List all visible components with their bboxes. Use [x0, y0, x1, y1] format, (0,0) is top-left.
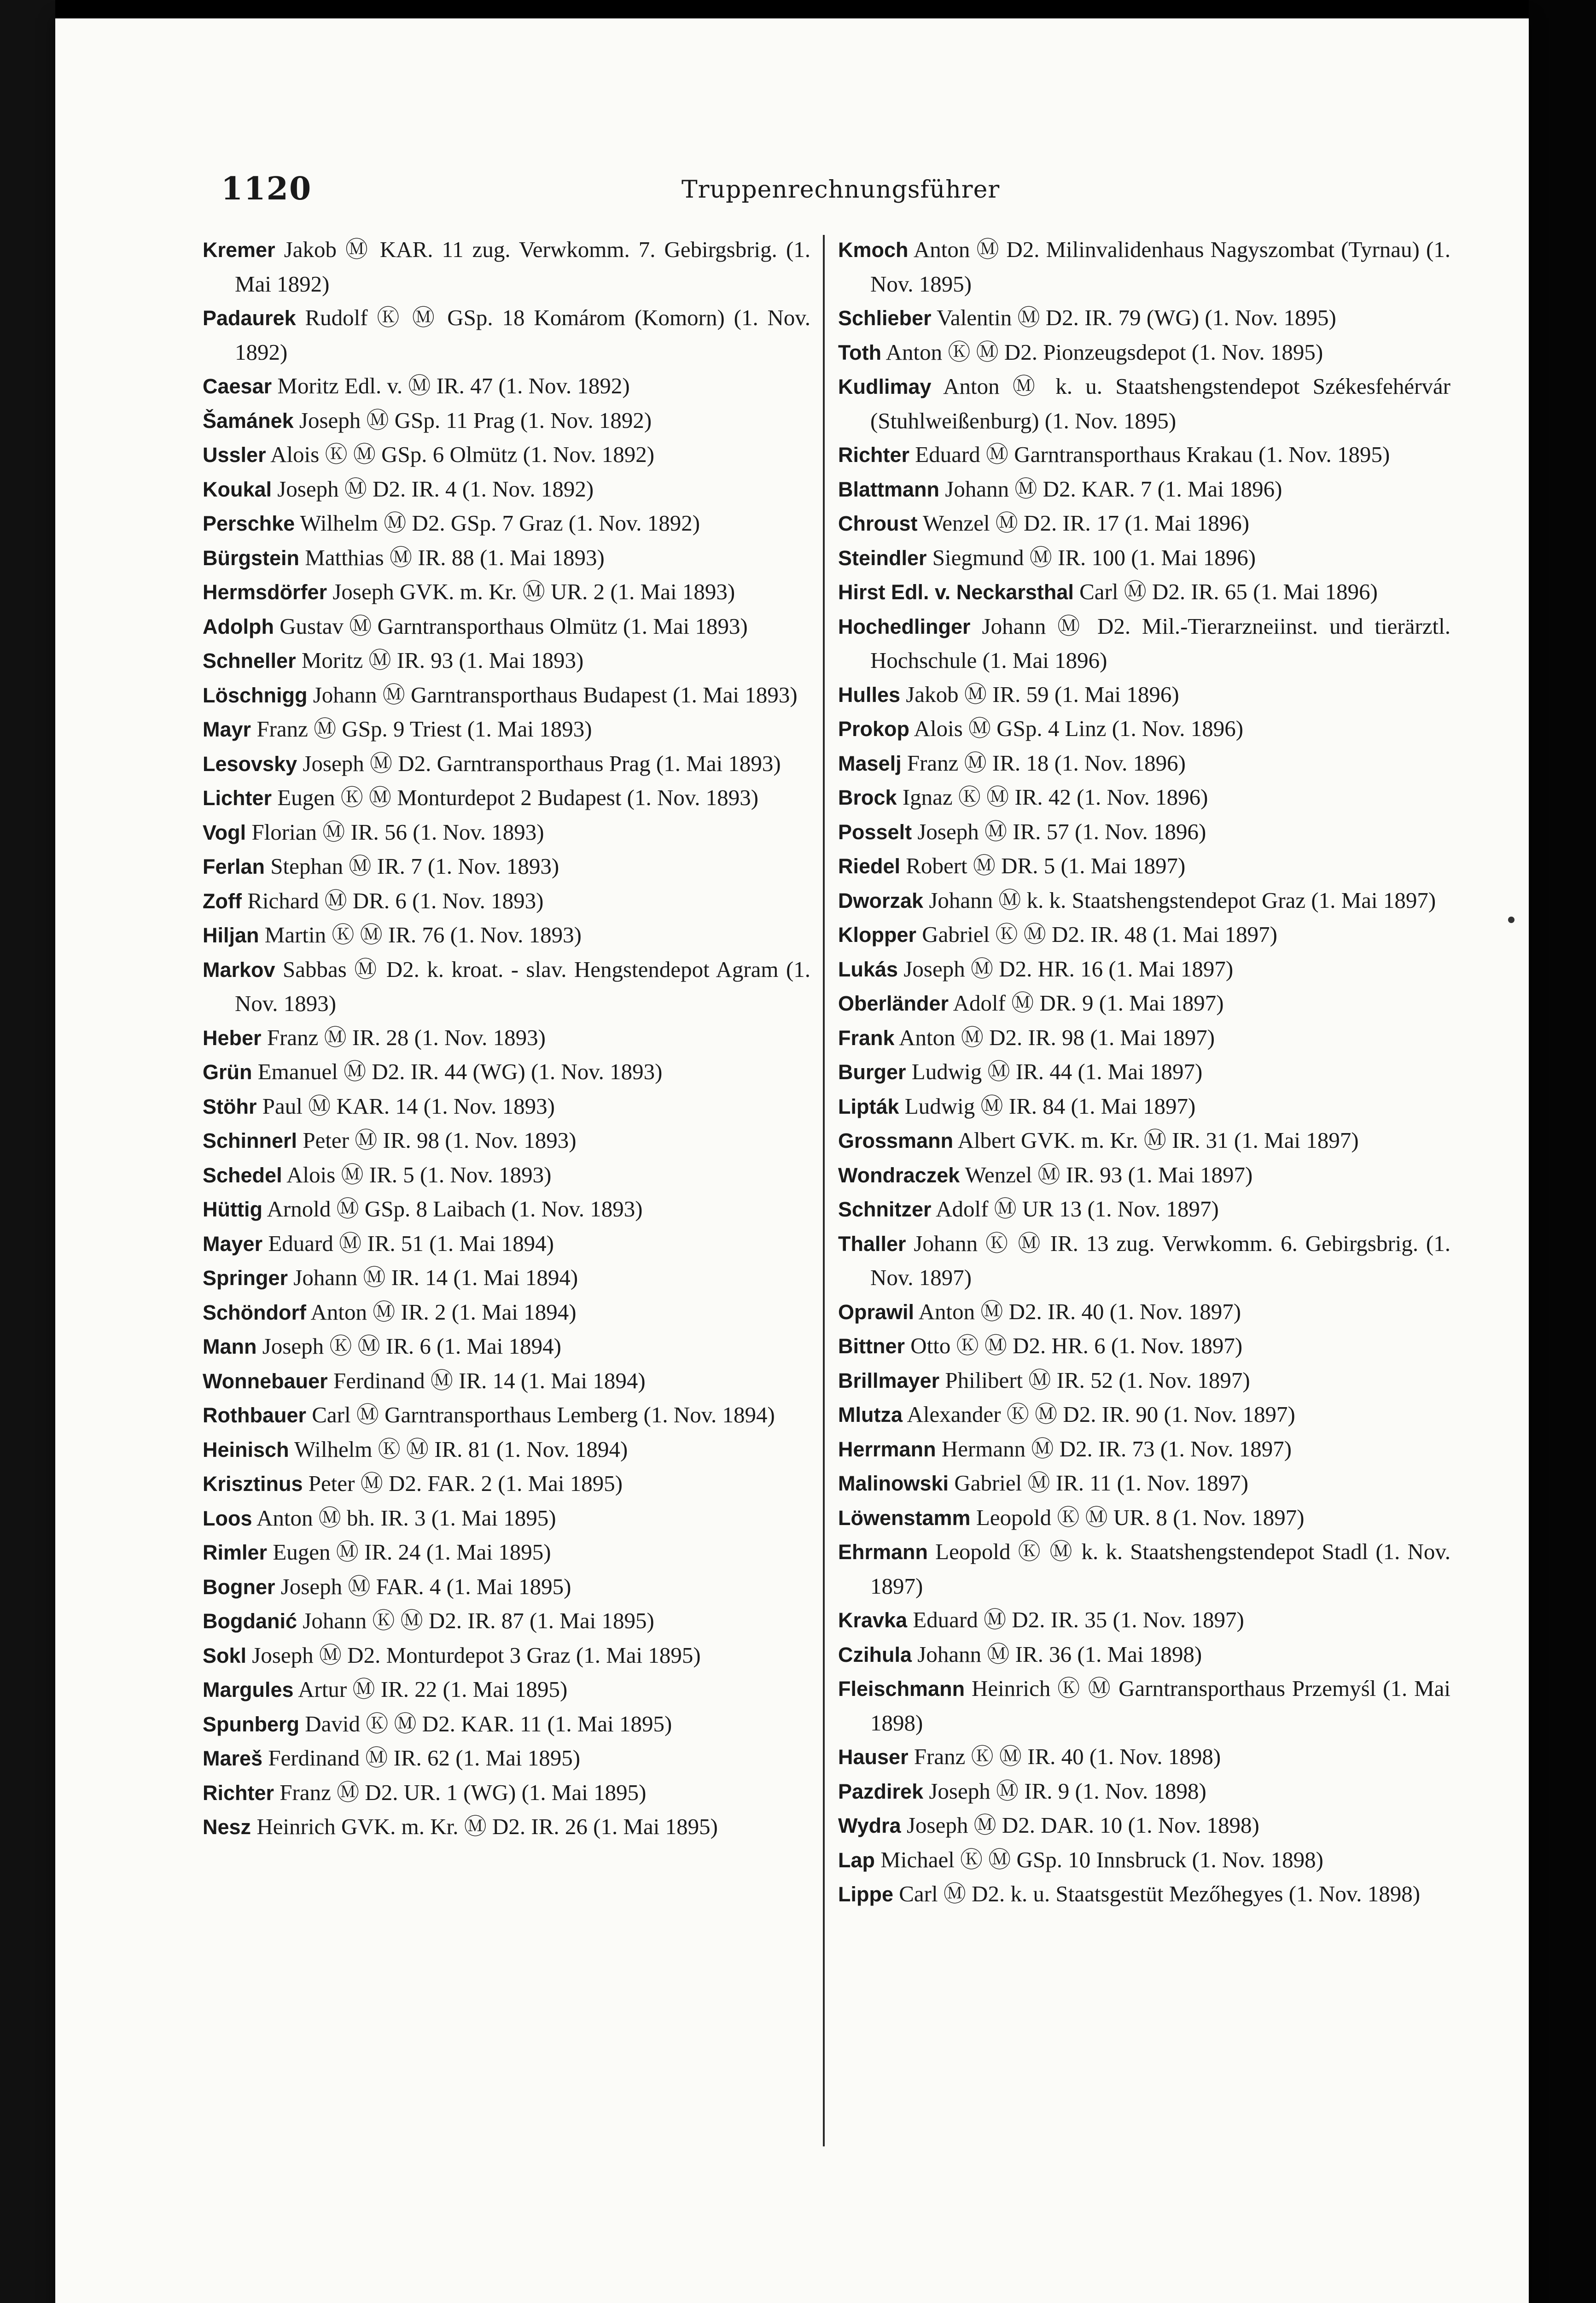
register-entry [203, 1398, 810, 1432]
entry-details: Johann Ⓚ Ⓜ IR. 13 zug. Verwkomm. 6. Gebirgsbrig. (1. Nov. 1897) [870, 1230, 1450, 1290]
entry-details: Artur Ⓜ IR. 22 (1. Mai 1895) [298, 1677, 568, 1702]
register-entry [838, 575, 1450, 609]
entry-surname: Mann [203, 1335, 257, 1358]
entry-details: Rudolf Ⓚ Ⓜ GSp. 18 Komárom (Komorn) (1. Nov. 1892) [235, 305, 811, 365]
entry-surname: Stöhr [203, 1094, 257, 1118]
entry-surname: Schöndorf [203, 1300, 306, 1324]
entry-details: Wenzel Ⓜ IR. 93 (1. Mai 1897) [965, 1162, 1253, 1187]
entry-details: Paul Ⓜ KAR. 14 (1. Nov. 1893) [262, 1093, 555, 1119]
entry-surname: Vogl [203, 820, 246, 844]
entry-details: Eduard Ⓜ Garntransporthaus Krakau (1. Nov. 1895) [915, 442, 1390, 467]
entry-surname: Klopper [838, 923, 917, 947]
entry-surname: Ussler [203, 443, 266, 467]
entry-surname: Kudlimay [838, 375, 932, 398]
entry-details: Anton Ⓚ Ⓜ D2. Pionzeugsdepot (1. Nov. 1895) [885, 339, 1323, 365]
entry-details: Anton Ⓜ IR. 2 (1. Mai 1894) [310, 1299, 577, 1325]
register-entry [838, 1877, 1450, 1911]
entry-details: Franz Ⓜ GSp. 9 Triest (1. Mai 1893) [256, 716, 592, 742]
entry-surname: Posselt [838, 820, 912, 844]
register-entry [838, 1227, 1450, 1295]
entry-details: Joseph Ⓜ D2. Monturdepot 3 Graz (1. Mai 1895) [252, 1642, 701, 1668]
entry-details: Ferdinand Ⓜ IR. 62 (1. Mai 1895) [268, 1745, 581, 1771]
register-entry [203, 953, 810, 1021]
entry-surname: Schnitzer [838, 1198, 932, 1221]
entry-surname: Herrmann [838, 1437, 936, 1461]
entry-details: Carl Ⓜ D2. k. u. Staatsgestüt Mezőhegyes (1. Nov. 1898) [899, 1881, 1421, 1906]
register-entry [203, 1741, 810, 1776]
entry-surname: Lipták [838, 1094, 899, 1118]
entry-details: Ludwig Ⓜ IR. 44 (1. Mai 1897) [911, 1059, 1203, 1084]
register-entry [203, 918, 810, 953]
entry-surname: Lukás [838, 957, 898, 981]
register-entry [203, 1227, 810, 1261]
entry-surname: Caesar [203, 374, 272, 398]
register-entry [838, 1363, 1450, 1398]
register-entry [838, 952, 1450, 987]
entry-surname: Hermsdörfer [203, 580, 327, 604]
entry-surname: Kremer [203, 238, 275, 262]
entry-details: Richard Ⓜ DR. 6 (1. Nov. 1893) [247, 888, 544, 913]
entry-surname: Sokl [203, 1643, 247, 1667]
entry-details: Joseph Ⓜ IR. 9 (1. Nov. 1898) [929, 1778, 1206, 1804]
entry-details: Otto Ⓚ Ⓜ D2. HR. 6 (1. Nov. 1897) [910, 1333, 1243, 1358]
entry-surname: Bogner [203, 1575, 275, 1599]
entry-details: Johann Ⓜ D2. KAR. 7 (1. Mai 1896) [945, 476, 1282, 502]
register-entry [838, 1740, 1450, 1774]
entry-details: Gabriel Ⓜ IR. 11 (1. Nov. 1897) [954, 1470, 1249, 1496]
entry-details: Johann Ⓜ D2. Mil.-Tierarzneiinst. und tierärztl. Hochschule (1. Mai 1896) [870, 613, 1451, 673]
entry-surname: Richter [203, 1781, 274, 1805]
entry-surname: Mayer [203, 1232, 263, 1256]
register-entry [838, 1158, 1450, 1192]
register-entry [203, 1089, 810, 1124]
entry-surname: Rothbauer [203, 1403, 306, 1427]
register-entry [203, 781, 810, 815]
entry-surname: Markov [203, 958, 275, 982]
entry-details: Franz Ⓜ D2. UR. 1 (WG) (1. Mai 1895) [280, 1779, 647, 1805]
register-entry [838, 1021, 1450, 1055]
entry-details: Alois Ⓜ GSp. 4 Linz (1. Nov. 1896) [914, 716, 1244, 741]
entry-surname: Hirst Edl. v. Neckarsthal [838, 580, 1074, 604]
entry-surname: Wonnebauer [203, 1369, 328, 1393]
entry-surname: Wondraczek [838, 1163, 960, 1187]
register-entry [838, 746, 1450, 781]
register-entry [203, 1467, 810, 1501]
register-entry [203, 1672, 810, 1707]
entry-surname: Schneller [203, 649, 296, 672]
register-entry [203, 369, 810, 403]
register-entry [838, 712, 1450, 746]
entry-surname: Pazdirek [838, 1779, 924, 1803]
entry-details: Hermann Ⓜ D2. IR. 73 (1. Nov. 1897) [941, 1436, 1292, 1461]
register-entry [203, 1707, 810, 1742]
entry-details: Franz Ⓚ Ⓜ IR. 40 (1. Nov. 1898) [914, 1744, 1221, 1769]
entry-surname: Oberländer [838, 992, 949, 1015]
register-entry [838, 301, 1450, 335]
entry-details: Carl Ⓜ D2. IR. 65 (1. Mai 1896) [1079, 579, 1378, 604]
register-entry [838, 1843, 1450, 1877]
right-dark-border [1529, 0, 1596, 2303]
entry-details: Peter Ⓜ D2. FAR. 2 (1. Mai 1895) [308, 1471, 623, 1496]
entry-details: Matthias Ⓜ IR. 88 (1. Mai 1893) [305, 544, 605, 570]
entry-surname: Ehrmann [838, 1540, 928, 1564]
entry-surname: Bürgstein [203, 546, 300, 570]
entry-details: Emanuel Ⓜ D2. IR. 44 (WG) (1. Nov. 1893) [257, 1059, 663, 1084]
entry-surname: Kravka [838, 1608, 908, 1632]
register-entry [203, 472, 810, 507]
entry-details: Wenzel Ⓜ D2. IR. 17 (1. Mai 1896) [922, 510, 1250, 536]
page-number: 1120 [221, 170, 312, 207]
register-entry [838, 609, 1450, 678]
entry-details: Eugen Ⓜ IR. 24 (1. Mai 1895) [273, 1539, 551, 1565]
entry-surname: Bogdanić [203, 1609, 297, 1633]
register-entry [838, 1432, 1450, 1467]
entry-details: Joseph Ⓜ D2. IR. 4 (1. Nov. 1892) [277, 476, 594, 502]
entry-surname: Grün [203, 1060, 252, 1084]
entry-surname: Hüttig [203, 1198, 262, 1221]
entry-surname: Nesz [203, 1815, 251, 1839]
entry-surname: Spunberg [203, 1712, 299, 1736]
entry-details: Joseph Ⓜ FAR. 4 (1. Mai 1895) [280, 1573, 571, 1599]
register-entry [203, 1261, 810, 1295]
entry-details: Robert Ⓜ DR. 5 (1. Mai 1897) [906, 853, 1186, 878]
register-entry [838, 472, 1450, 507]
right-text-column [838, 233, 1450, 1911]
register-entry [838, 780, 1450, 815]
entry-details: Joseph GVK. m. Kr. Ⓜ UR. 2 (1. Mai 1893) [332, 579, 735, 604]
register-entry [203, 1570, 810, 1604]
entry-details: Alois Ⓚ Ⓜ GSp. 6 Olmütz (1. Nov. 1892) [270, 442, 655, 467]
entry-surname: Hiljan [203, 924, 259, 947]
entry-surname: Brillmayer [838, 1368, 940, 1392]
entry-details: Siegmund Ⓜ IR. 100 (1. Mai 1896) [932, 544, 1256, 570]
entry-surname: Loos [203, 1506, 252, 1530]
entry-details: Philibert Ⓜ IR. 52 (1. Nov. 1897) [945, 1367, 1250, 1393]
register-entry [203, 1055, 810, 1089]
entry-surname: Löschnigg [203, 683, 308, 707]
entry-surname: Margules [203, 1678, 294, 1701]
entry-details: Franz Ⓜ IR. 28 (1. Nov. 1893) [267, 1024, 546, 1050]
left-text-column [203, 233, 810, 1844]
entry-details: Heinrich Ⓚ Ⓜ Garntransporthaus Przemyśl (1. Mai 1898) [870, 1676, 1450, 1736]
entry-details: Jakob Ⓜ KAR. 11 zug. Verwkomm. 7. Gebirgsbrig. (1. Mai 1892) [235, 237, 811, 297]
register-entry [838, 678, 1450, 712]
entry-details: Anton Ⓜ D2. Milinvalidenhaus Nagyszombat (Tyrnau) (1. Nov. 1895) [870, 237, 1451, 297]
entry-surname: Dworzak [838, 888, 924, 912]
entry-details: Johann Ⓜ k. k. Staatshengstendepot Graz (1. Mai 1897) [929, 887, 1436, 913]
entry-details: Wilhelm Ⓜ D2. GSp. 7 Graz (1. Nov. 1892) [300, 510, 700, 536]
entry-surname: Schlieber [838, 306, 932, 330]
entry-details: Franz Ⓜ IR. 18 (1. Nov. 1896) [907, 750, 1186, 776]
entry-details: Arnold Ⓜ GSp. 8 Laibach (1. Nov. 1893) [267, 1196, 643, 1222]
register-entry [203, 541, 810, 575]
entry-surname: Springer [203, 1266, 288, 1290]
register-entry [203, 301, 810, 369]
register-entry [203, 747, 810, 781]
register-entry [838, 1774, 1450, 1809]
entry-surname: Heber [203, 1026, 262, 1050]
register-entry [838, 883, 1450, 918]
entry-details: Anton Ⓜ bh. IR. 3 (1. Mai 1895) [256, 1505, 556, 1531]
register-entry [838, 1123, 1450, 1158]
register-entry [203, 403, 810, 438]
entry-details: Jakob Ⓜ IR. 59 (1. Mai 1896) [906, 681, 1179, 707]
entry-details: Albert GVK. m. Kr. Ⓜ IR. 31 (1. Mai 1897) [957, 1128, 1359, 1153]
entry-details: Johann Ⓜ Garntransporthaus Budapest (1. Mai 1893) [313, 682, 798, 707]
column-divider-rule [823, 235, 825, 2146]
register-entry [838, 849, 1450, 883]
entry-details: Gabriel Ⓚ Ⓜ D2. IR. 48 (1. Mai 1897) [922, 922, 1277, 947]
register-entry [203, 1123, 810, 1158]
entry-details: Moritz Ⓜ IR. 93 (1. Mai 1893) [301, 648, 584, 673]
entry-details: Martin Ⓚ Ⓜ IR. 76 (1. Nov. 1893) [264, 922, 582, 947]
register-entry [203, 506, 810, 541]
register-entry [838, 1089, 1450, 1124]
entry-details: Joseph Ⓜ IR. 57 (1. Nov. 1896) [917, 818, 1206, 844]
entry-surname: Thaller [838, 1232, 906, 1256]
entry-surname: Padaurek [203, 306, 296, 330]
entry-surname: Hauser [838, 1745, 909, 1769]
entry-details: Joseph Ⓚ Ⓜ IR. 6 (1. Mai 1894) [262, 1333, 561, 1359]
entry-details: Alois Ⓜ IR. 5 (1. Nov. 1893) [286, 1162, 552, 1187]
entry-details: Adolf Ⓜ UR 13 (1. Nov. 1897) [936, 1196, 1219, 1222]
entry-surname: Fleischmann [838, 1677, 965, 1701]
entry-details: Eduard Ⓜ IR. 51 (1. Mai 1894) [268, 1230, 554, 1256]
register-entry [203, 678, 810, 713]
register-entry [203, 1295, 810, 1330]
entry-details: Anton Ⓜ D2. IR. 98 (1. Mai 1897) [899, 1024, 1215, 1050]
register-entry [838, 233, 1450, 301]
entry-surname: Hochedlinger [838, 614, 971, 638]
register-entry [203, 1329, 810, 1364]
register-entry [838, 1501, 1450, 1535]
register-entry [203, 815, 810, 850]
entry-details: Heinrich GVK. m. Kr. Ⓜ D2. IR. 26 (1. Mai 1895) [256, 1814, 718, 1839]
entry-details: David Ⓚ Ⓜ D2. KAR. 11 (1. Mai 1895) [305, 1711, 672, 1736]
register-entry [838, 506, 1450, 541]
entry-surname: Heinisch [203, 1438, 289, 1461]
entry-surname: Löwenstamm [838, 1506, 971, 1530]
register-entry [203, 233, 810, 301]
entry-surname: Lesovsky [203, 752, 297, 776]
register-entry [838, 815, 1450, 849]
entry-surname: Krisztinus [203, 1472, 303, 1496]
register-entry [838, 1329, 1450, 1363]
entry-details: Anton Ⓜ k. u. Staatshengstendepot Székesfehérvár (Stuhlweißenburg) (1. Nov. 1895) [870, 374, 1450, 433]
register-entry [838, 438, 1450, 472]
register-entry [838, 1397, 1450, 1432]
entry-surname: Schedel [203, 1163, 282, 1187]
page-header [221, 170, 1326, 212]
entry-surname: Lap [838, 1848, 875, 1872]
entry-details: Michael Ⓚ Ⓜ GSp. 10 Innsbruck (1. Nov. 1898) [880, 1847, 1323, 1872]
register-entry [838, 1295, 1450, 1329]
register-entry [203, 1776, 810, 1810]
register-entry [203, 849, 810, 884]
entry-surname: Ferlan [203, 855, 265, 878]
register-entry [838, 1535, 1450, 1603]
entry-details: Leopold Ⓚ Ⓜ UR. 8 (1. Nov. 1897) [976, 1504, 1305, 1530]
running-head-title: Truppenrechnungsführer [682, 176, 1000, 204]
register-entry [838, 1637, 1450, 1672]
register-entry [838, 369, 1450, 438]
left-dark-border [0, 0, 55, 2303]
register-entry [838, 918, 1450, 952]
entry-surname: Steindler [838, 546, 927, 570]
register-entry [838, 1466, 1450, 1501]
entry-details: Florian Ⓜ IR. 56 (1. Nov. 1893) [251, 819, 544, 845]
register-entry [203, 1432, 810, 1467]
entry-surname: Burger [838, 1060, 906, 1084]
register-entry [203, 1638, 810, 1673]
register-entry [203, 643, 810, 678]
entry-surname: Mayr [203, 718, 251, 741]
register-entry [838, 1808, 1450, 1843]
entry-details: Joseph Ⓜ D2. HR. 16 (1. Mai 1897) [903, 956, 1234, 982]
entry-details: Ferdinand Ⓜ IR. 14 (1. Mai 1894) [333, 1368, 646, 1393]
entry-surname: Mlutza [838, 1403, 903, 1426]
entry-surname: Koukal [203, 477, 272, 501]
entry-surname: Rimler [203, 1541, 268, 1564]
entry-details: Stephan Ⓜ IR. 7 (1. Nov. 1893) [270, 853, 559, 879]
entry-details: Eduard Ⓜ D2. IR. 35 (1. Nov. 1897) [913, 1607, 1244, 1632]
entry-surname: Czihula [838, 1642, 912, 1666]
entry-surname: Zoff [203, 889, 242, 913]
entry-surname: Prokop [838, 717, 910, 741]
register-entry [203, 1604, 810, 1638]
entry-surname: Kmoch [838, 238, 909, 262]
register-entry [838, 986, 1450, 1021]
register-entry [203, 1192, 810, 1227]
entry-surname: Lippe [838, 1882, 893, 1906]
entry-surname: Adolph [203, 614, 274, 638]
entry-details: Carl Ⓜ Garntransporthaus Lemberg (1. Nov. 1894) [312, 1402, 775, 1427]
entry-surname: Blattmann [838, 477, 940, 501]
entry-surname: Lichter [203, 786, 272, 810]
entry-details: Joseph Ⓜ D2. Garntransporthaus Prag (1. Mai 1893) [303, 750, 781, 776]
entry-surname: Perschke [203, 512, 295, 535]
register-entry [203, 1021, 810, 1055]
entry-details: Adolf Ⓜ DR. 9 (1. Mai 1897) [953, 990, 1224, 1016]
entry-surname: Chroust [838, 512, 918, 535]
entry-details: Gustav Ⓜ Garntransporthaus Olmütz (1. Mai 1893) [280, 613, 748, 639]
entry-details: Anton Ⓜ D2. IR. 40 (1. Nov. 1897) [918, 1298, 1241, 1324]
entry-surname: Schinnerl [203, 1129, 297, 1152]
entry-details: Sabbas Ⓜ D2. k. kroat. - slav. Hengstendepot Agram (1. Nov. 1893) [235, 956, 811, 1016]
entry-surname: Šamánek [203, 409, 294, 433]
register-entry [203, 1364, 810, 1398]
entry-details: Johann Ⓜ IR. 36 (1. Mai 1898) [917, 1641, 1202, 1667]
entry-surname: Toth [838, 340, 882, 364]
entry-details: Leopold Ⓚ Ⓜ k. k. Staatshengstendepot Stadl (1. Nov. 1897) [870, 1539, 1450, 1599]
entry-surname: Brock [838, 786, 897, 809]
entry-surname: Riedel [838, 854, 901, 878]
entry-surname: Grossmann [838, 1129, 954, 1152]
register-entry [838, 1603, 1450, 1637]
entry-details: Ignaz Ⓚ Ⓜ IR. 42 (1. Nov. 1896) [902, 784, 1208, 810]
entry-details: Johann Ⓚ Ⓜ D2. IR. 87 (1. Mai 1895) [303, 1608, 654, 1633]
entry-surname: Frank [838, 1026, 895, 1050]
entry-surname: Oprawil [838, 1300, 914, 1324]
entry-surname: Hulles [838, 683, 901, 707]
entry-details: Ludwig Ⓜ IR. 84 (1. Mai 1897) [904, 1093, 1196, 1119]
entry-surname: Wydra [838, 1814, 901, 1837]
register-entry [203, 1535, 810, 1570]
register-entry [203, 575, 810, 609]
entry-details: Johann Ⓜ IR. 14 (1. Mai 1894) [293, 1265, 578, 1290]
scan-speck [1508, 917, 1514, 923]
entry-surname: Mareš [203, 1747, 263, 1770]
entry-details: Alexander Ⓚ Ⓜ D2. IR. 90 (1. Nov. 1897) [907, 1402, 1295, 1427]
entry-surname: Bittner [838, 1334, 905, 1358]
entry-surname: Malinowski [838, 1472, 949, 1495]
entry-details: Joseph Ⓜ D2. DAR. 10 (1. Nov. 1898) [906, 1812, 1259, 1838]
register-entry [838, 1672, 1450, 1740]
entry-details: Joseph Ⓜ GSp. 11 Prag (1. Nov. 1892) [299, 407, 652, 433]
register-entry [838, 335, 1450, 370]
register-entry [203, 1810, 810, 1844]
register-entry [203, 438, 810, 472]
register-entry [203, 1501, 810, 1536]
entry-details: Wilhelm Ⓚ Ⓜ IR. 81 (1. Nov. 1894) [294, 1436, 628, 1462]
entry-surname: Maselj [838, 751, 902, 775]
register-entry [838, 1192, 1450, 1227]
entry-details: Valentin Ⓜ D2. IR. 79 (WG) (1. Nov. 1895) [936, 305, 1336, 330]
register-entry [203, 712, 810, 747]
entry-details: Eugen Ⓚ Ⓜ Monturdepot 2 Budapest (1. Nov. 1893) [277, 785, 759, 810]
register-entry [203, 1158, 810, 1192]
entry-surname: Richter [838, 443, 910, 467]
register-entry [203, 609, 810, 644]
register-entry [838, 541, 1450, 575]
register-entry [838, 1055, 1450, 1089]
entry-details: Moritz Edl. v. Ⓜ IR. 47 (1. Nov. 1892) [277, 373, 630, 398]
entry-details: Peter Ⓜ IR. 98 (1. Nov. 1893) [303, 1128, 577, 1153]
register-entry [203, 884, 810, 918]
